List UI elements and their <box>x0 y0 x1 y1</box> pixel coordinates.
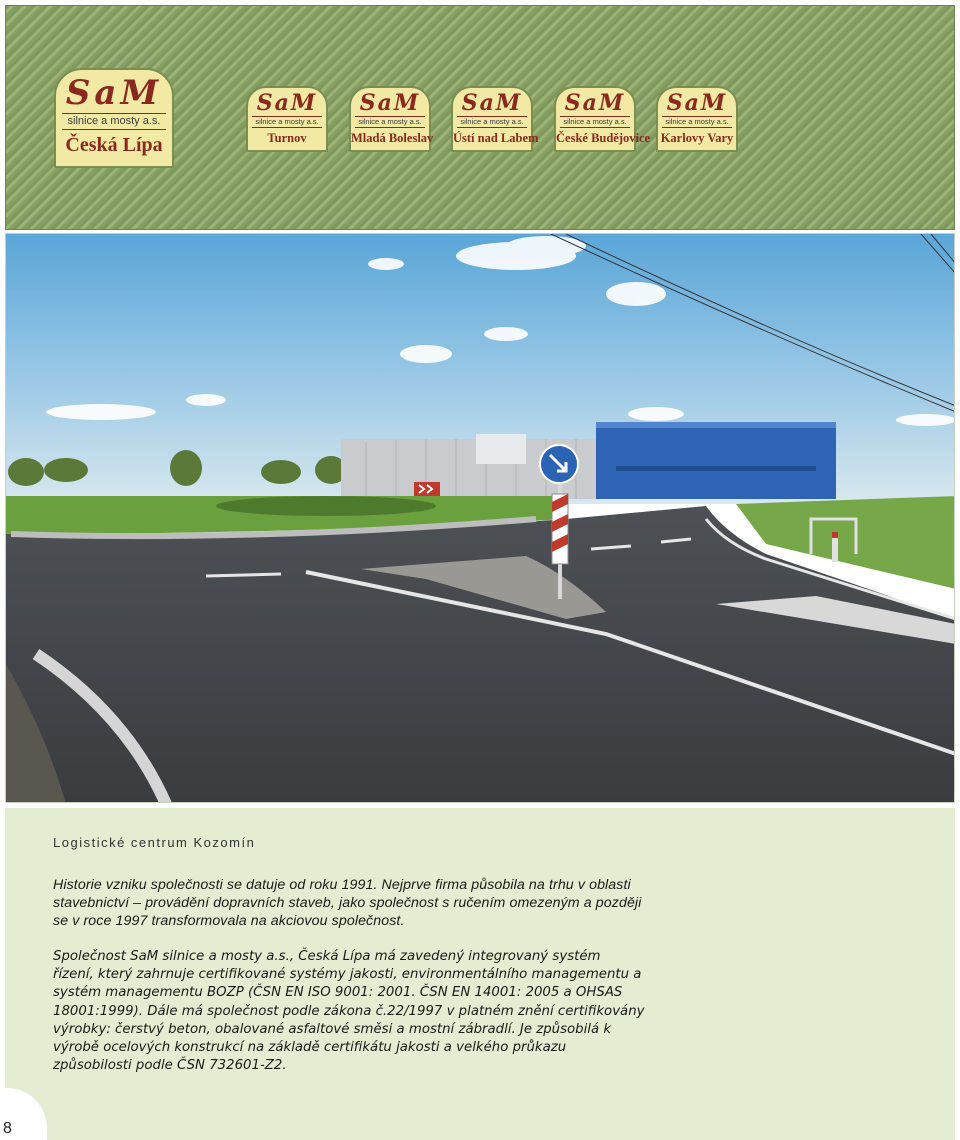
road-roundabout-photo <box>5 233 955 803</box>
history-paragraph: Historie vzniku společnosti se datuje od roku 1991. Nejprve firma působila na trhu v oblasti stavebnictví – provádění dopravních staveb, jako společnost s ručením omezeným a později se v roce 1997 transformovala na akciovou společnost. <box>53 877 642 930</box>
logo-karlovy-vary <box>656 86 738 152</box>
logo-subtitle: silnice a mosty a.s. <box>252 116 322 128</box>
logo-subtitle: silnice a mosty a.s. <box>662 116 732 128</box>
logo-turnov <box>246 86 328 152</box>
logo-city: Karlovy Vary <box>660 130 734 145</box>
chevron-sign <box>414 482 440 496</box>
logo-brand: SaM <box>359 90 421 116</box>
logo-subtitle: silnice a mosty a.s. <box>62 113 166 130</box>
logo-subtitle: silnice a mosty a.s. <box>355 116 425 128</box>
logo-banner <box>5 5 955 230</box>
photo-caption: Logistické centrum Kozomín <box>53 835 256 850</box>
logo-ceska-lipa <box>54 68 174 168</box>
logo-subtitle: silnice a mosty a.s. <box>457 116 527 128</box>
logo-brand: SaM <box>564 90 626 116</box>
logo-city: Česká Lípa <box>65 134 163 156</box>
text-panel <box>5 808 955 1140</box>
logo-ceske-budejovice <box>554 86 651 152</box>
logo-city: Mladá Boleslav <box>351 130 434 145</box>
logo-subtitle: silnice a mosty a.s. <box>560 116 630 128</box>
certification-paragraph: Společnost SaM silnice a mosty a.s., Česká Lípa má zavedený integrovaný systém řízení, který zahrnuje certifikované systémy jakosti, environmentálního managementu a systém managementu BOZP (ČSN EN ISO 9001: 2001. ČSN EN 14001: 2005 a OHSAS 18001:1999). Dále má společnost podle zákona č.22/1997 v platném znění certifikovány výrobky: čerstvý beton, obalované asfaltové směsi a mostní zábradlí. Je způsobilá k výrobě ocelových konstrukcí na základě certifikátu jakosti a velkého průkazu způsobilosti podle ČSN 732601-Z2. <box>53 949 645 1074</box>
logo-brand: SaM <box>666 90 728 116</box>
logo-mlada-boleslav <box>349 86 434 152</box>
logo-city: Ústí nad Labem <box>453 130 539 145</box>
page-number: 8 <box>3 1120 12 1137</box>
logo-brand: SaM <box>256 90 318 116</box>
logo-brand: SaM <box>461 90 523 116</box>
logo-city: Turnov <box>267 130 307 145</box>
logo-brand: SaM <box>65 73 163 113</box>
logo-usti-nad-labem <box>451 86 539 152</box>
logo-city: České Budějovice <box>556 130 651 145</box>
